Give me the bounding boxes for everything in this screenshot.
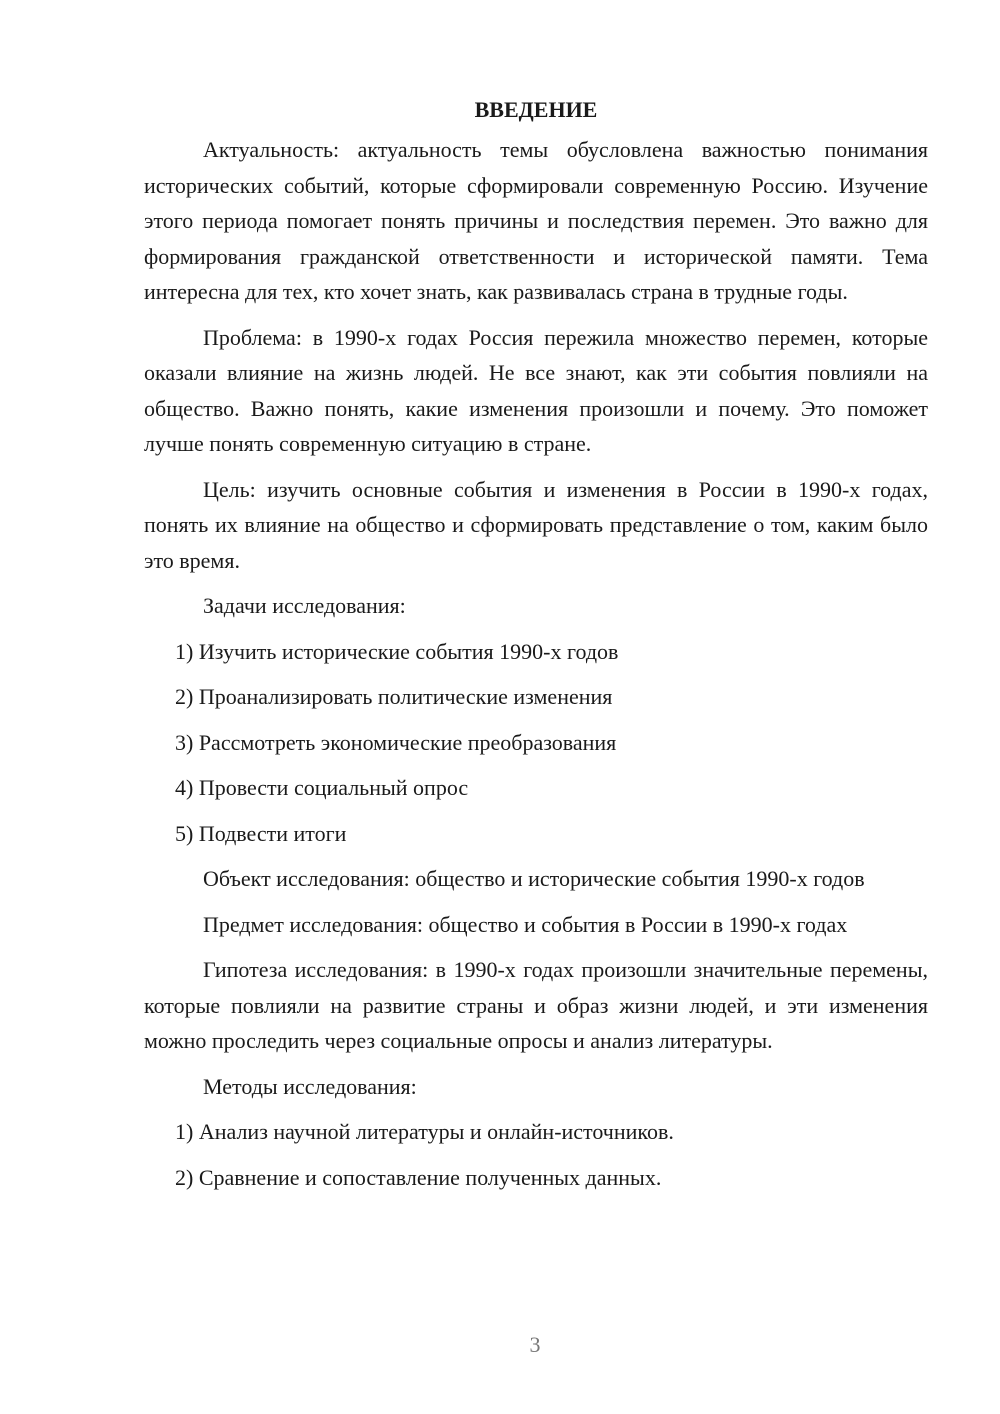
hypothesis-paragraph: Гипотеза исследования: в 1990-х годах произошли значительные перемены, которые повлияли на развитие страны и образ жизни людей, и эти изменения можно проследить через социальные опросы и анализ литературы. [144,957,928,1053]
task-item-1: 1) Изучить исторические события 1990-х годов [175,638,619,664]
task-item-5: 5) Подвести итоги [175,820,347,846]
task-item-4: 4) Провести социальный опрос [175,775,469,800]
relevance-paragraph: Актуальность: актуальность темы обусловлена важностью понимания исторических событий, которые сформировали современную Россию. Изучение этого периода помогает понять причины и последствия перемен. Это важно для формирования гражданской ответственности и исторической памяти. Тема интересна для тех, кто хочет знать, как развивалась страна в трудные годы. [144,137,928,304]
subject-paragraph: Предмет исследования: общество и события в России в 1990-х годах [203,911,848,937]
methods-label: Методы исследования: [203,1073,417,1099]
tasks-label: Задачи исследования: [203,593,406,618]
goal-paragraph: Цель: изучить основные события и изменения в России в 1990-х годах, понять их влияние на общество и сформировать представление о том, каким было это время. [144,476,928,573]
task-item-3: 3) Рассмотреть экономические преобразования [175,729,617,755]
problem-paragraph: Проблема: в 1990-х годах Россия пережила множество перемен, которые оказали влияние на жизнь людей. Не все знают, как эти события повлияли на общество. Важно понять, какие изменения произошли и почему. Это поможет лучше понять современную ситуацию в стране. [144,324,928,456]
task-item-2: 2) Проанализировать политические изменения [175,684,613,709]
method-item-1: 1) Анализ научной литературы и онлайн-источников. [175,1119,674,1144]
page-content [144,92,928,1205]
object-paragraph: Объект исследования: общество и исторические события 1990-х годов [203,866,865,891]
page-title: ВВЕДЕНИЕ [474,97,598,122]
page-number: 3 [529,1332,541,1357]
method-item-2: 2) Сравнение и сопоставление полученных данных. [175,1164,662,1190]
